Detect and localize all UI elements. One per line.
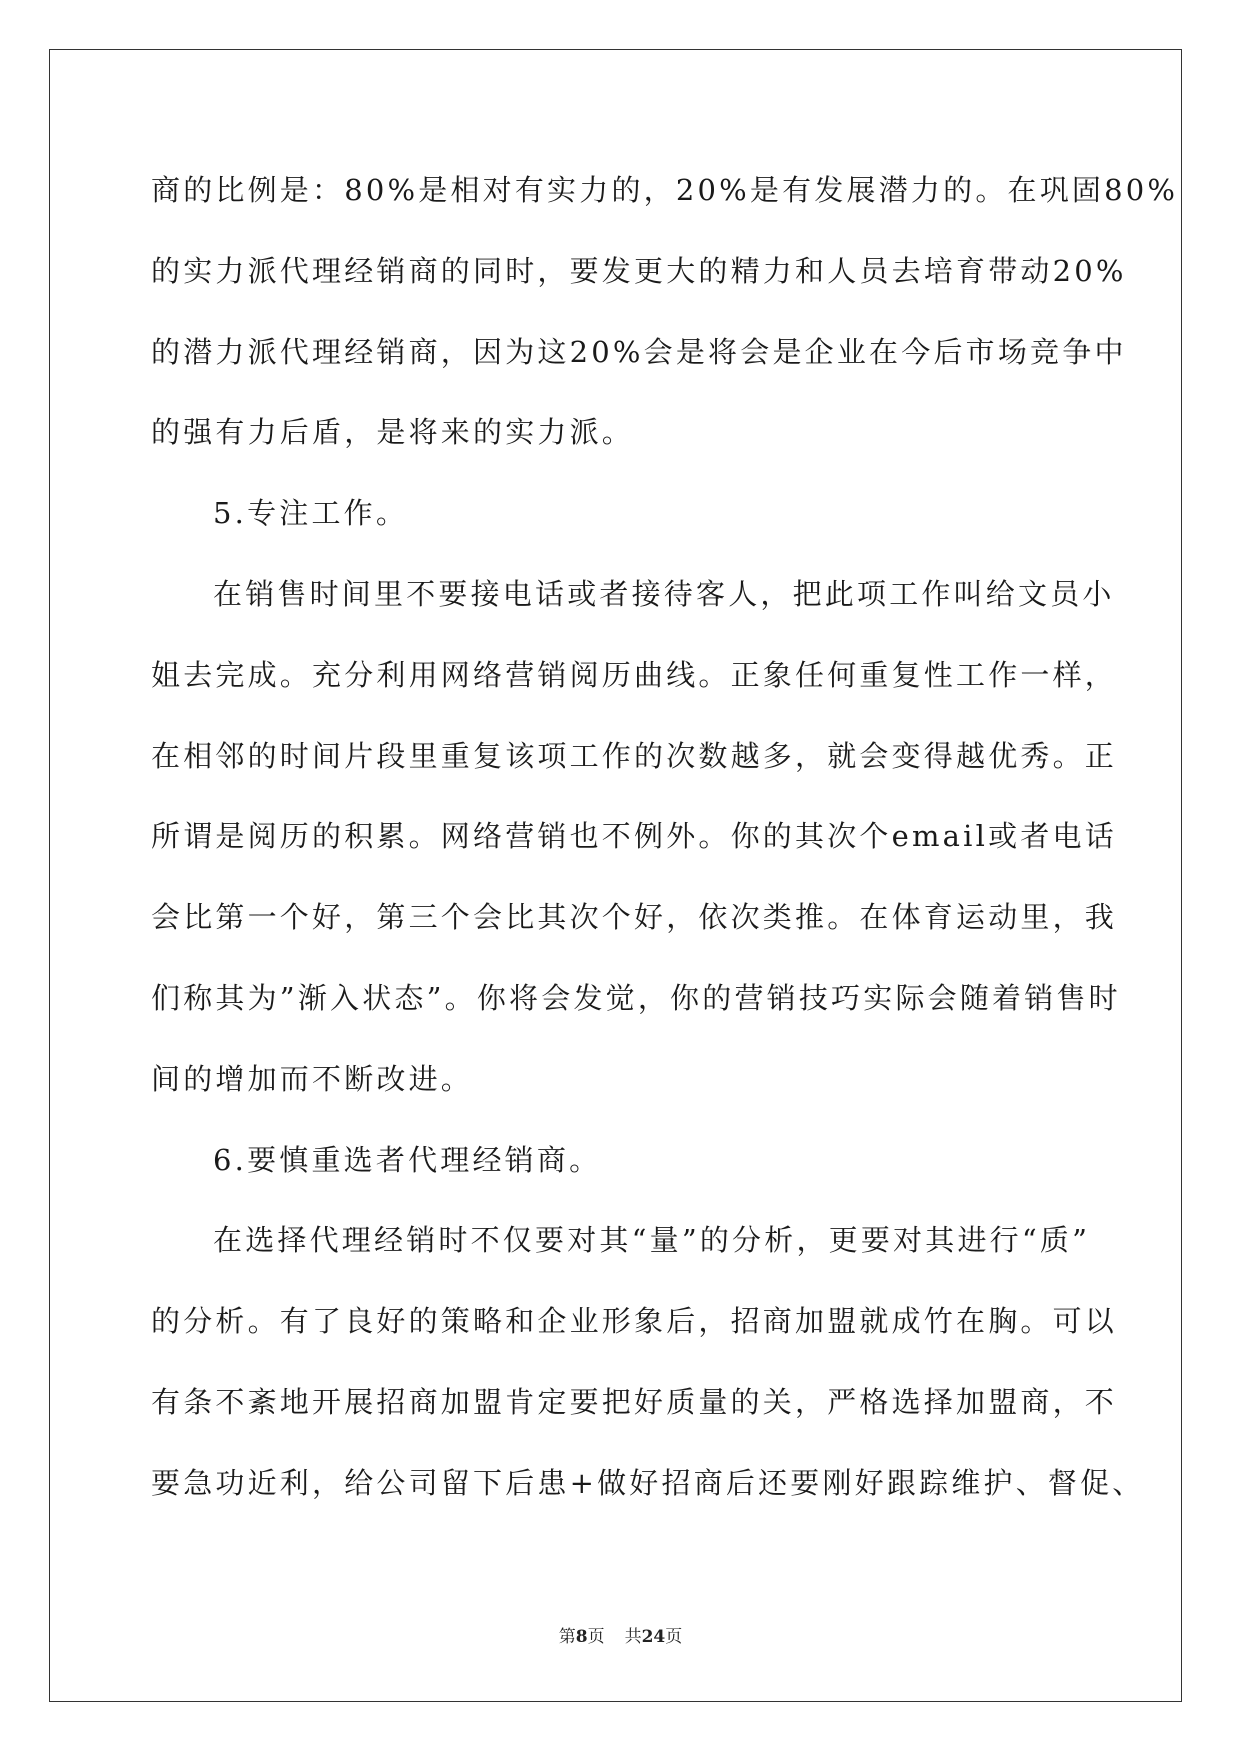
footer-prefix: 第 (558, 1627, 576, 1647)
document-body (151, 162, 1179, 1536)
footer-total-prefix: 共 (624, 1627, 642, 1647)
footer-page-suffix: 页 (587, 1627, 605, 1647)
page-number-footer (0, 1622, 1241, 1647)
current-page-number: 8 (575, 1627, 588, 1647)
text-line: 要急功近利，给公司留下后患+做好招商后还要刚好跟踪维护、督促、 (151, 1465, 1145, 1500)
footer-total-suffix: 页 (665, 1627, 683, 1647)
text-line: 在销售时间里不要接电话或者接待客人，把此项工作叫给文员小 (213, 576, 1115, 611)
text-line: 姐去完成。充分利用网络营销阅历曲线。正象任何重复性工作一样， (151, 657, 1118, 692)
section-heading: 6.要慎重选者代理经销商。 (213, 1142, 602, 1177)
total-pages-number: 24 (641, 1627, 666, 1647)
text-line: 在相邻的时间片段里重复该项工作的次数越多，就会变得越优秀。正 (151, 738, 1118, 773)
text-line: 的强有力后盾，是将来的实力派。 (151, 415, 635, 450)
text-line: 在选择代理经销时不仅要对其“量”的分析，更要对其进行“质” (213, 1223, 1091, 1258)
section-heading: 5.专注工作。 (213, 496, 409, 531)
text-line: 所谓是阅历的积累。网络营销也不例外。你的其次个email或者电话 (151, 819, 1117, 854)
text-line: 会比第一个好，第三个会比其次个好，依次类推。在体育运动里，我 (151, 900, 1118, 935)
text-line: 有条不紊地开展招商加盟肯定要把好质量的关，严格选择加盟商，不 (151, 1384, 1118, 1419)
text-line: 的实力派代理经销商的同时，要发更大的精力和人员去培育带动20% (151, 253, 1127, 288)
text-line: 间的增加而不断改进。 (151, 1061, 474, 1096)
text-line: 们称其为”渐入状态”。你将会发觉，你的营销技巧实际会随着销售时 (151, 980, 1121, 1015)
text-line: 的分析。有了良好的策略和企业形象后，招商加盟就成竹在胸。可以 (151, 1304, 1118, 1339)
text-line: 商的比例是：80%是相对有实力的，20%是有发展潜力的。在巩固80% (151, 173, 1179, 207)
text-line: 的潜力派代理经销商，因为这20%会是将会是企业在今后市场竞争中 (151, 334, 1127, 369)
